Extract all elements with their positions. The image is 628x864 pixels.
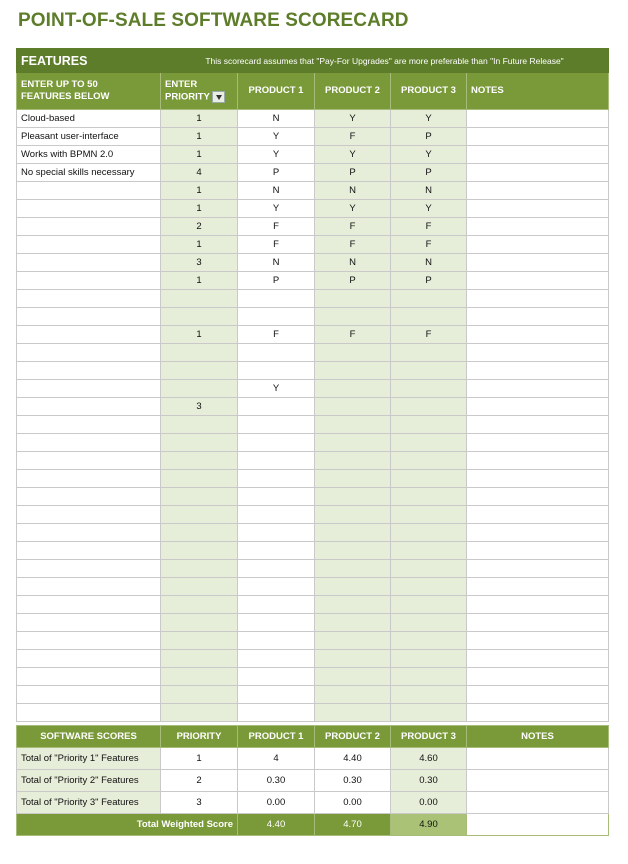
priority-cell[interactable] (161, 452, 238, 470)
notes-cell[interactable] (467, 524, 609, 542)
product3-column-header: PRODUCT 3 (391, 73, 467, 110)
product1-cell[interactable]: Y (238, 128, 315, 146)
product3-cell[interactable] (391, 380, 467, 398)
score-product3-cell: 0.30 (391, 770, 467, 792)
notes-cell[interactable] (467, 506, 609, 524)
feature-row (17, 146, 609, 164)
feature-row (17, 668, 609, 686)
product3-cell[interactable] (391, 614, 467, 632)
feature-row (17, 218, 609, 236)
product1-cell[interactable]: F (238, 236, 315, 254)
priority-cell[interactable] (161, 524, 238, 542)
feature-name-cell[interactable] (17, 290, 161, 308)
feature-row (17, 434, 609, 452)
scores-header-priority: PRIORITY (161, 726, 238, 748)
product2-cell[interactable]: F (315, 218, 391, 236)
product2-cell[interactable] (315, 578, 391, 596)
feature-name-cell[interactable] (17, 344, 161, 362)
product2-cell[interactable] (315, 290, 391, 308)
product1-cell[interactable]: F (238, 326, 315, 344)
feature-name-cell[interactable] (17, 542, 161, 560)
total-product1: 4.40 (238, 814, 315, 836)
priority-cell[interactable]: 1 (161, 128, 238, 146)
product3-cell[interactable]: F (391, 236, 467, 254)
feature-name-cell[interactable] (17, 704, 161, 722)
priority-cell[interactable] (161, 650, 238, 668)
notes-cell[interactable] (467, 362, 609, 380)
product3-cell[interactable] (391, 632, 467, 650)
filter-dropdown-icon[interactable] (212, 91, 225, 103)
feature-row (17, 200, 609, 218)
priority-cell[interactable]: 1 (161, 272, 238, 290)
product2-cell[interactable] (315, 524, 391, 542)
score-priority-cell: 2 (161, 770, 238, 792)
notes-cell[interactable] (467, 614, 609, 632)
priority-cell[interactable] (161, 506, 238, 524)
total-product3: 4.90 (391, 814, 467, 836)
priority-cell[interactable] (161, 560, 238, 578)
product1-cell[interactable] (238, 560, 315, 578)
features-column-header (17, 73, 161, 110)
feature-row (17, 254, 609, 272)
notes-cell[interactable] (467, 128, 609, 146)
feature-row (17, 596, 609, 614)
feature-row (17, 704, 609, 722)
priority-cell[interactable] (161, 668, 238, 686)
priority-cell[interactable] (161, 542, 238, 560)
product2-column-header: PRODUCT 2 (315, 73, 391, 110)
product1-cell[interactable] (238, 434, 315, 452)
feature-name-cell[interactable] (17, 596, 161, 614)
product1-cell[interactable] (238, 614, 315, 632)
notes-cell[interactable] (467, 704, 609, 722)
product1-column-header: PRODUCT 1 (238, 73, 315, 110)
priority-cell[interactable]: 1 (161, 236, 238, 254)
score-product2-cell: 4.40 (315, 748, 391, 770)
priority-cell[interactable] (161, 632, 238, 650)
feature-name-cell[interactable] (17, 668, 161, 686)
product2-cell[interactable] (315, 380, 391, 398)
priority-cell[interactable]: 4 (161, 164, 238, 182)
feature-row (17, 632, 609, 650)
product1-cell[interactable] (238, 506, 315, 524)
feature-name-cell[interactable] (17, 524, 161, 542)
priority-cell[interactable] (161, 308, 238, 326)
product3-cell[interactable] (391, 668, 467, 686)
notes-column-header: NOTES (467, 73, 609, 110)
product3-cell[interactable] (391, 290, 467, 308)
feature-row (17, 290, 609, 308)
product3-cell[interactable] (391, 416, 467, 434)
feature-row (17, 110, 609, 128)
feature-row (17, 650, 609, 668)
product2-cell[interactable] (315, 560, 391, 578)
feature-name-cell[interactable] (17, 362, 161, 380)
notes-cell[interactable] (467, 326, 609, 344)
feature-row (17, 272, 609, 290)
product2-cell[interactable] (315, 416, 391, 434)
score-notes-cell (467, 770, 609, 792)
product3-cell[interactable] (391, 704, 467, 722)
product3-cell[interactable] (391, 524, 467, 542)
software-scores-table (16, 725, 609, 836)
product1-cell[interactable]: N (238, 182, 315, 200)
notes-cell[interactable] (467, 110, 609, 128)
feature-row (17, 524, 609, 542)
feature-name-cell[interactable]: Pleasant user-interface (17, 128, 161, 146)
notes-cell[interactable] (467, 236, 609, 254)
product3-cell[interactable] (391, 398, 467, 416)
feature-name-cell[interactable] (17, 686, 161, 704)
scores-header-notes: NOTES (467, 726, 609, 748)
priority-cell[interactable]: 1 (161, 326, 238, 344)
product3-cell[interactable] (391, 506, 467, 524)
feature-name-cell[interactable] (17, 380, 161, 398)
product1-cell[interactable]: P (238, 164, 315, 182)
product3-cell[interactable]: Y (391, 146, 467, 164)
feature-name-cell[interactable] (17, 650, 161, 668)
score-notes-cell (467, 748, 609, 770)
feature-name-cell[interactable] (17, 182, 161, 200)
product2-cell[interactable] (315, 542, 391, 560)
notes-cell[interactable] (467, 452, 609, 470)
product3-cell[interactable]: Y (391, 110, 467, 128)
product3-cell[interactable] (391, 488, 467, 506)
product2-cell[interactable] (315, 452, 391, 470)
product1-cell[interactable]: F (238, 218, 315, 236)
notes-cell[interactable] (467, 596, 609, 614)
priority-cell[interactable] (161, 686, 238, 704)
score-product3-cell: 4.60 (391, 748, 467, 770)
total-weighted-score-label: Total Weighted Score (17, 814, 238, 836)
product3-cell[interactable]: Y (391, 200, 467, 218)
column-header-row (17, 73, 609, 110)
feature-name-cell[interactable] (17, 398, 161, 416)
notes-cell[interactable] (467, 200, 609, 218)
product2-cell[interactable]: F (315, 128, 391, 146)
priority-header-line-1: ENTER (165, 78, 198, 90)
feature-name-cell[interactable] (17, 218, 161, 236)
product1-cell[interactable] (238, 488, 315, 506)
feature-row (17, 506, 609, 524)
priority-cell[interactable]: 2 (161, 218, 238, 236)
feature-name-cell[interactable] (17, 614, 161, 632)
notes-cell[interactable] (467, 254, 609, 272)
feature-row (17, 308, 609, 326)
score-priority-cell: 1 (161, 748, 238, 770)
feature-row (17, 164, 609, 182)
feature-row (17, 452, 609, 470)
product1-cell[interactable] (238, 578, 315, 596)
product3-cell[interactable]: N (391, 182, 467, 200)
feature-name-cell[interactable]: Works with BPMN 2.0 (17, 146, 161, 164)
product1-cell[interactable] (238, 704, 315, 722)
product1-cell[interactable]: N (238, 254, 315, 272)
score-row (17, 748, 609, 770)
feature-name-cell[interactable] (17, 560, 161, 578)
feature-name-cell[interactable] (17, 470, 161, 488)
product2-cell[interactable] (315, 686, 391, 704)
feature-name-cell[interactable]: No special skills necessary (17, 164, 161, 182)
notes-cell[interactable] (467, 398, 609, 416)
scores-header-row (17, 726, 609, 748)
product2-cell[interactable] (315, 614, 391, 632)
features-label: FEATURES (17, 49, 161, 73)
product2-cell[interactable] (315, 668, 391, 686)
product1-cell[interactable]: Y (238, 200, 315, 218)
product2-cell[interactable]: Y (315, 110, 391, 128)
product1-cell[interactable] (238, 362, 315, 380)
priority-cell[interactable] (161, 614, 238, 632)
feature-name-cell[interactable] (17, 578, 161, 596)
feature-row (17, 182, 609, 200)
product2-cell[interactable]: P (315, 164, 391, 182)
product3-cell[interactable] (391, 650, 467, 668)
priority-cell[interactable]: 3 (161, 398, 238, 416)
product3-cell[interactable] (391, 686, 467, 704)
product3-cell[interactable]: P (391, 164, 467, 182)
score-product2-cell: 0.00 (315, 792, 391, 814)
product3-cell[interactable] (391, 596, 467, 614)
feature-name-cell[interactable] (17, 452, 161, 470)
product2-cell[interactable]: Y (315, 146, 391, 164)
product2-cell[interactable] (315, 434, 391, 452)
priority-cell[interactable] (161, 362, 238, 380)
feature-row (17, 326, 609, 344)
notes-cell[interactable] (467, 182, 609, 200)
product2-cell[interactable] (315, 632, 391, 650)
notes-cell[interactable] (467, 542, 609, 560)
score-label-cell: Total of "Priority 1" Features (17, 748, 161, 770)
feature-table (16, 48, 609, 722)
feature-name-cell[interactable] (17, 434, 161, 452)
score-product1-cell: 4 (238, 748, 315, 770)
product3-cell[interactable] (391, 470, 467, 488)
notes-cell[interactable] (467, 272, 609, 290)
product3-cell[interactable] (391, 542, 467, 560)
priority-cell[interactable]: 1 (161, 146, 238, 164)
priority-cell[interactable] (161, 704, 238, 722)
feature-row (17, 362, 609, 380)
priority-cell[interactable]: 3 (161, 254, 238, 272)
priority-cell[interactable] (161, 416, 238, 434)
product2-cell[interactable]: F (315, 236, 391, 254)
notes-cell[interactable] (467, 650, 609, 668)
feature-name-cell[interactable] (17, 632, 161, 650)
priority-cell[interactable]: 1 (161, 110, 238, 128)
priority-cell[interactable] (161, 470, 238, 488)
feature-row (17, 236, 609, 254)
score-product1-cell: 0.00 (238, 792, 315, 814)
score-row (17, 792, 609, 814)
total-product2: 4.70 (315, 814, 391, 836)
product1-cell[interactable] (238, 650, 315, 668)
product3-cell[interactable] (391, 560, 467, 578)
notes-cell[interactable] (467, 668, 609, 686)
notes-cell[interactable] (467, 632, 609, 650)
notes-cell[interactable] (467, 290, 609, 308)
product1-cell[interactable]: N (238, 110, 315, 128)
product2-cell[interactable]: P (315, 272, 391, 290)
product2-cell[interactable]: F (315, 326, 391, 344)
product2-cell[interactable] (315, 596, 391, 614)
feature-name-cell[interactable] (17, 326, 161, 344)
notes-cell[interactable] (467, 560, 609, 578)
product1-cell[interactable] (238, 596, 315, 614)
product3-cell[interactable]: P (391, 128, 467, 146)
product1-cell[interactable]: Y (238, 146, 315, 164)
notes-cell[interactable] (467, 164, 609, 182)
total-notes (467, 814, 609, 836)
feature-name-cell[interactable] (17, 200, 161, 218)
feature-row (17, 398, 609, 416)
score-product1-cell: 0.30 (238, 770, 315, 792)
notes-cell[interactable] (467, 434, 609, 452)
score-product2-cell: 0.30 (315, 770, 391, 792)
score-label-cell: Total of "Priority 2" Features (17, 770, 161, 792)
feature-name-cell[interactable]: Cloud-based (17, 110, 161, 128)
feature-row (17, 542, 609, 560)
feature-name-cell[interactable] (17, 254, 161, 272)
notes-cell[interactable] (467, 218, 609, 236)
scores-header-product2: PRODUCT 2 (315, 726, 391, 748)
product2-cell[interactable]: N (315, 254, 391, 272)
product1-cell[interactable] (238, 542, 315, 560)
product3-cell[interactable]: F (391, 218, 467, 236)
scores-header-product1: PRODUCT 1 (238, 726, 315, 748)
feature-name-cell[interactable] (17, 272, 161, 290)
product1-cell[interactable] (238, 290, 315, 308)
product3-cell[interactable] (391, 452, 467, 470)
product1-cell[interactable] (238, 524, 315, 542)
feature-row (17, 488, 609, 506)
priority-cell[interactable]: 1 (161, 200, 238, 218)
notes-cell[interactable] (467, 488, 609, 506)
priority-cell[interactable]: 1 (161, 182, 238, 200)
product2-cell[interactable] (315, 344, 391, 362)
product2-cell[interactable] (315, 488, 391, 506)
product2-cell[interactable] (315, 362, 391, 380)
priority-cell[interactable] (161, 578, 238, 596)
feature-name-cell[interactable] (17, 236, 161, 254)
feature-row (17, 578, 609, 596)
notes-cell[interactable] (467, 146, 609, 164)
feature-row (17, 560, 609, 578)
notes-cell[interactable] (467, 470, 609, 488)
features-header-line-2: FEATURES BELOW (21, 91, 110, 102)
feature-row (17, 380, 609, 398)
score-label-cell: Total of "Priority 3" Features (17, 792, 161, 814)
notes-cell[interactable] (467, 344, 609, 362)
feature-row (17, 128, 609, 146)
scorecard-note: This scorecard assumes that "Pay-For Upgrades" are more preferable than "In Future Release" (161, 49, 609, 73)
product1-cell[interactable]: Y (238, 380, 315, 398)
feature-row (17, 686, 609, 704)
notes-cell[interactable] (467, 416, 609, 434)
product2-cell[interactable] (315, 704, 391, 722)
page-title: POINT-OF-SALE SOFTWARE SCORECARD (18, 10, 409, 31)
scores-header-product3: PRODUCT 3 (391, 726, 467, 748)
product2-cell[interactable] (315, 398, 391, 416)
product3-cell[interactable]: N (391, 254, 467, 272)
notes-cell[interactable] (467, 686, 609, 704)
product3-cell[interactable] (391, 578, 467, 596)
features-bar (17, 49, 609, 73)
feature-name-cell[interactable] (17, 416, 161, 434)
feature-row (17, 470, 609, 488)
product2-cell[interactable] (315, 470, 391, 488)
score-notes-cell (467, 792, 609, 814)
product3-cell[interactable] (391, 434, 467, 452)
feature-name-cell[interactable] (17, 308, 161, 326)
feature-name-cell[interactable] (17, 488, 161, 506)
priority-cell[interactable] (161, 380, 238, 398)
product3-cell[interactable]: F (391, 326, 467, 344)
product2-cell[interactable] (315, 506, 391, 524)
product3-cell[interactable] (391, 308, 467, 326)
priority-cell[interactable] (161, 290, 238, 308)
product1-cell[interactable] (238, 344, 315, 362)
product1-cell[interactable]: P (238, 272, 315, 290)
product2-cell[interactable] (315, 650, 391, 668)
product2-cell[interactable] (315, 308, 391, 326)
score-product3-cell: 0.00 (391, 792, 467, 814)
score-row (17, 770, 609, 792)
notes-cell[interactable] (467, 380, 609, 398)
feature-name-cell[interactable] (17, 506, 161, 524)
product1-cell[interactable] (238, 470, 315, 488)
product1-cell[interactable] (238, 668, 315, 686)
priority-column-header (161, 73, 238, 110)
product3-cell[interactable] (391, 362, 467, 380)
product1-cell[interactable] (238, 452, 315, 470)
priority-header-line-2: PRIORITY (165, 91, 210, 103)
notes-cell[interactable] (467, 308, 609, 326)
notes-cell[interactable] (467, 578, 609, 596)
feature-row (17, 344, 609, 362)
product2-cell[interactable]: Y (315, 200, 391, 218)
product3-cell[interactable] (391, 344, 467, 362)
product3-cell[interactable]: P (391, 272, 467, 290)
priority-cell[interactable] (161, 344, 238, 362)
feature-row (17, 416, 609, 434)
priority-cell[interactable] (161, 488, 238, 506)
product1-cell[interactable] (238, 398, 315, 416)
total-weighted-score-row (17, 814, 609, 836)
priority-cell[interactable] (161, 434, 238, 452)
scores-header-title: SOFTWARE SCORES (17, 726, 161, 748)
features-header-line-1: ENTER UP TO 50 (21, 79, 98, 90)
product1-cell[interactable] (238, 308, 315, 326)
priority-cell[interactable] (161, 596, 238, 614)
product2-cell[interactable]: N (315, 182, 391, 200)
product1-cell[interactable] (238, 632, 315, 650)
product1-cell[interactable] (238, 686, 315, 704)
feature-row (17, 614, 609, 632)
product1-cell[interactable] (238, 416, 315, 434)
score-priority-cell: 3 (161, 792, 238, 814)
